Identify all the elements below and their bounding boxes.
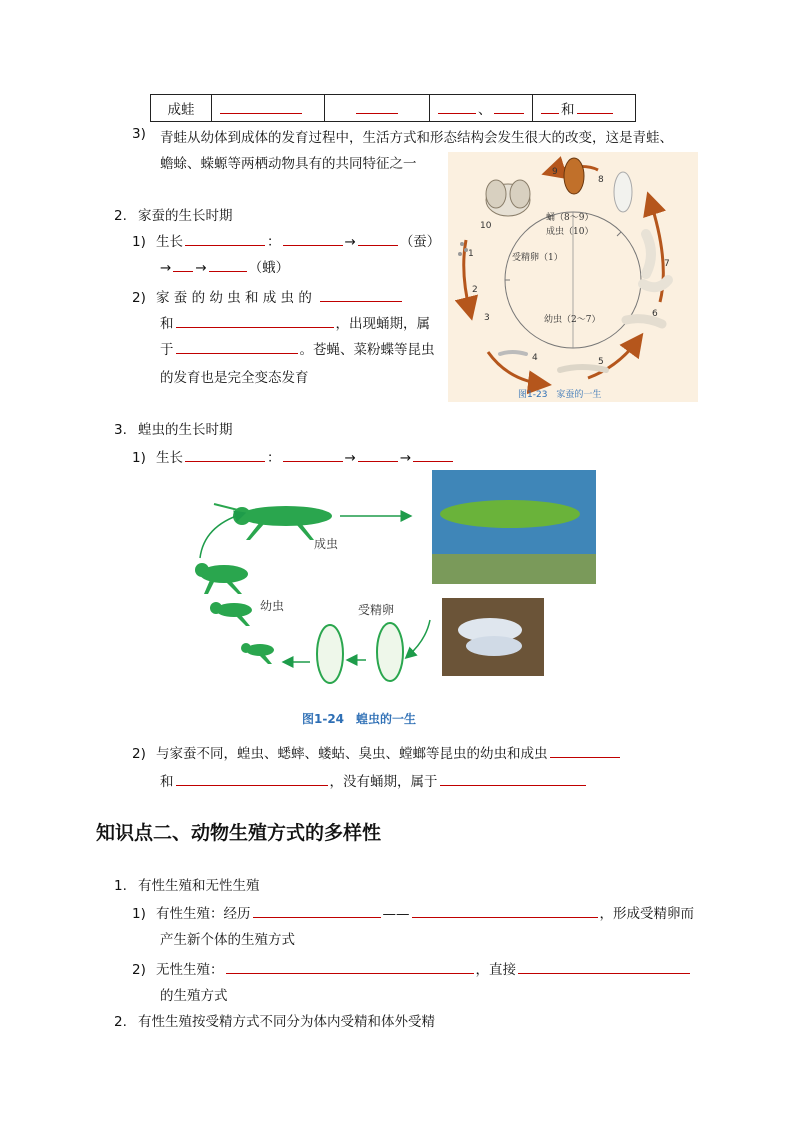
arrow: → bbox=[344, 450, 356, 466]
table-cell bbox=[325, 95, 430, 122]
silkworm-life-cycle-figure bbox=[448, 152, 698, 402]
answer-blank[interactable] bbox=[220, 99, 302, 114]
item-number: 2) bbox=[132, 962, 146, 978]
figure-caption: 图1-23 家蚕的一生 bbox=[518, 390, 602, 400]
answer-blank[interactable] bbox=[209, 257, 247, 272]
answer-blank[interactable] bbox=[320, 287, 402, 302]
silkworm-s1 bbox=[132, 230, 440, 250]
text: 与家蚕不同，蝗虫、蟋蟀、蝼蛄、臭虫、螳螂等昆虫的幼虫和成虫 bbox=[156, 746, 548, 762]
table-cell bbox=[212, 95, 325, 122]
label-larva: 幼虫 bbox=[260, 599, 285, 613]
sec2-p2 bbox=[114, 1010, 435, 1030]
adult-locust-photo-body bbox=[440, 500, 580, 528]
answer-blank[interactable] bbox=[176, 771, 328, 786]
silkworm-s2 bbox=[132, 286, 404, 306]
stage-number: 8 bbox=[598, 175, 604, 185]
answer-blank[interactable] bbox=[440, 771, 586, 786]
egg-icon bbox=[458, 252, 462, 256]
arrow: → bbox=[160, 260, 172, 276]
locust-s2 bbox=[132, 742, 622, 762]
larva-7-icon bbox=[646, 234, 651, 274]
separator: 和 bbox=[561, 102, 575, 118]
sec2-b3: 的生殖方式 bbox=[160, 988, 228, 1004]
silkworm-s1b bbox=[160, 256, 289, 276]
silkworm-s2b bbox=[160, 312, 430, 332]
answer-blank[interactable] bbox=[356, 99, 398, 114]
stage-number: 3 bbox=[484, 313, 490, 323]
egg-icon bbox=[460, 242, 464, 246]
locust-life-cycle-figure bbox=[190, 470, 606, 730]
table-cell bbox=[430, 95, 533, 122]
larva-5-icon bbox=[560, 367, 606, 370]
table-row bbox=[151, 95, 636, 122]
item-number: 2. bbox=[114, 1014, 127, 1030]
sec2-p1 bbox=[114, 874, 260, 894]
arrow: → bbox=[195, 260, 207, 276]
text: ，出现蛹期，属 bbox=[335, 316, 430, 332]
figure-caption: 图1-24 蝗虫的一生 bbox=[302, 712, 417, 726]
stage-number: 9 bbox=[552, 167, 558, 177]
text: 生长 bbox=[156, 450, 183, 466]
adult-locust-photo-ground bbox=[432, 554, 596, 584]
cocoon-icon bbox=[614, 172, 632, 212]
item-number: 1) bbox=[132, 906, 146, 922]
locust-cycle-svg bbox=[190, 470, 606, 730]
answer-blank[interactable] bbox=[185, 447, 265, 462]
flow-arrow bbox=[408, 620, 430, 656]
answer-blank[interactable] bbox=[413, 447, 453, 462]
locust-heading bbox=[114, 418, 233, 438]
label-pupa: 蛹（8～9） bbox=[546, 213, 594, 223]
item-number: 2) bbox=[132, 290, 146, 306]
text: 无性生殖： bbox=[156, 962, 224, 978]
arrow: → bbox=[344, 234, 356, 250]
text: 和 bbox=[160, 774, 174, 790]
stage-number: 4 bbox=[532, 353, 538, 363]
answer-blank[interactable] bbox=[176, 339, 298, 354]
heading-text: 家蚕的生长时期 bbox=[138, 208, 233, 224]
answer-blank[interactable] bbox=[185, 231, 265, 246]
stage-number: 2 bbox=[472, 285, 478, 295]
text: 有性生殖按受精方式不同分为体内受精和体外受精 bbox=[138, 1014, 435, 1030]
text: 和 bbox=[160, 316, 174, 332]
answer-blank[interactable] bbox=[283, 231, 343, 246]
answer-blank[interactable] bbox=[494, 99, 524, 114]
stage-number: 7 bbox=[664, 259, 670, 269]
text: 家 蚕 的 幼 虫 和 成 虫 的 bbox=[156, 290, 312, 306]
label-larva: 幼虫（2～7） bbox=[544, 315, 601, 325]
silkworm-heading bbox=[114, 204, 233, 224]
item3-line1: 青蛙从幼体到成体的发育过程中，生活方式和形态结构会发生很大的改变，这是青蛙、 bbox=[160, 130, 673, 146]
silkworm-s2c bbox=[160, 338, 435, 358]
stage-number: 10 bbox=[480, 221, 492, 231]
stage-number: 1 bbox=[468, 249, 474, 259]
separator: 、 bbox=[478, 102, 492, 118]
text: 生长 bbox=[156, 234, 183, 250]
section-title: 知识点二、动物生殖方式的多样性 bbox=[96, 822, 382, 844]
answer-blank[interactable] bbox=[541, 99, 559, 114]
text: （蛾） bbox=[248, 260, 290, 276]
heading-text: 蝗虫的生长时期 bbox=[138, 422, 233, 438]
label-adult: 成虫 bbox=[314, 537, 339, 551]
text: 。苍蝇、菜粉蝶等昆虫 bbox=[299, 342, 435, 358]
answer-blank[interactable] bbox=[176, 313, 334, 328]
answer-blank[interactable] bbox=[438, 99, 476, 114]
adult-locust-icon bbox=[214, 504, 332, 540]
item-number: 1) bbox=[132, 450, 146, 466]
item-number: 1) bbox=[132, 234, 146, 250]
egg-icon bbox=[317, 625, 343, 683]
stage-number: 5 bbox=[598, 357, 604, 367]
stage-number: 6 bbox=[652, 309, 658, 319]
text: ，直接 bbox=[475, 962, 516, 978]
locust-s1 bbox=[132, 446, 455, 466]
arrow: → bbox=[399, 450, 412, 466]
item3-number: 3) bbox=[132, 126, 146, 142]
answer-blank[interactable] bbox=[518, 959, 690, 974]
label-egg: 受精卵（1） bbox=[512, 253, 563, 263]
moth-wing-icon bbox=[510, 180, 530, 208]
heading-number: 3. bbox=[114, 422, 127, 438]
divider-tick bbox=[617, 232, 621, 236]
answer-blank[interactable] bbox=[412, 903, 598, 918]
answer-blank[interactable] bbox=[283, 447, 343, 462]
frog-table bbox=[150, 94, 636, 122]
locust-s2b bbox=[160, 770, 588, 790]
silkworm-cycle-svg bbox=[448, 152, 698, 402]
nymph-small-icon bbox=[241, 643, 274, 664]
row-label: 成蛙 bbox=[151, 95, 212, 122]
answer-blank[interactable] bbox=[550, 743, 620, 758]
text: ： bbox=[267, 234, 281, 250]
heading-number: 2. bbox=[114, 208, 127, 224]
item-number: 1. bbox=[114, 878, 127, 894]
answer-blank[interactable] bbox=[358, 447, 398, 462]
item3-line2: 蟾蜍、蝾螈等两栖动物具有的共同特征之一 bbox=[160, 156, 417, 172]
pupa-icon bbox=[564, 158, 584, 194]
text: —— bbox=[382, 906, 410, 922]
table-cell bbox=[533, 95, 636, 122]
label-egg: 受精卵 bbox=[358, 603, 395, 617]
flow-arrow bbox=[588, 340, 638, 378]
egg-pod-photo-eggs bbox=[466, 636, 522, 656]
text: ，形成受精卵而 bbox=[599, 906, 694, 922]
text: ： bbox=[267, 450, 281, 466]
text: 有性生殖：经历 bbox=[156, 906, 251, 922]
larva-4-icon bbox=[500, 352, 526, 354]
text: 有性生殖和无性生殖 bbox=[138, 878, 260, 894]
sec2-a bbox=[132, 902, 694, 922]
answer-blank[interactable] bbox=[226, 959, 474, 974]
text: （蚕） bbox=[399, 234, 441, 250]
text: ，没有蛹期，属于 bbox=[329, 774, 438, 790]
larva-7b-icon bbox=[643, 280, 668, 287]
larva-6-icon bbox=[626, 319, 662, 324]
moth-wing-icon bbox=[486, 180, 506, 208]
answer-blank[interactable] bbox=[253, 903, 381, 918]
nymph-large-icon bbox=[195, 563, 248, 594]
answer-blank[interactable] bbox=[358, 231, 398, 246]
answer-blank[interactable] bbox=[173, 257, 193, 272]
label-adult: 成虫（10） bbox=[546, 227, 594, 237]
sec2-b bbox=[132, 958, 692, 978]
egg-icon bbox=[377, 623, 403, 681]
answer-blank[interactable] bbox=[577, 99, 613, 114]
silkworm-s2d: 的发育也是完全变态发育 bbox=[160, 370, 309, 386]
nymph-medium-icon bbox=[210, 602, 252, 626]
sec2-a3: 产生新个体的生殖方式 bbox=[160, 932, 295, 948]
text: 于 bbox=[160, 342, 174, 358]
item-number: 2) bbox=[132, 746, 146, 762]
